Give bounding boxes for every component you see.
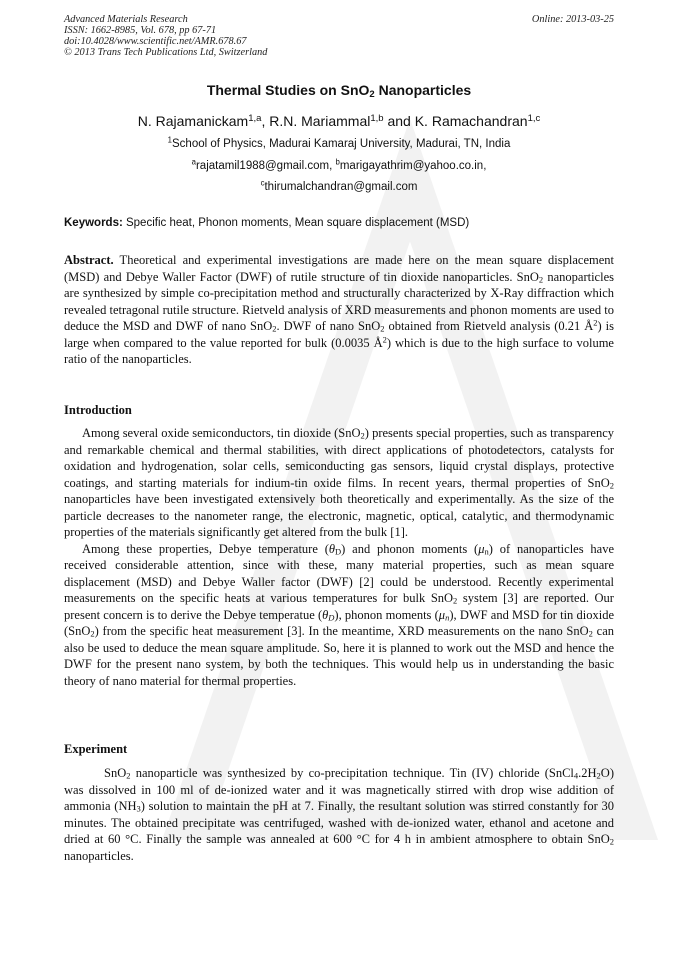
introduction-paragraph-2: Among these properties, Debye temperature $(\theta_D)$ and phonon moments $(\mu_n)$ of nanoparticles have received considerable attention, since with these, many material properties, such as mean square displacement (MSD) and Debye Waller factor (DWF) [2] could be understood. Recently experimental measurements on the specific heats at various temperatures for bulk SnO$_2$ system [3] are reported. Our present concern is to derive the Debye temperatue $(\theta_D)$, phonon moments $(\mu_n)$, DWF and MSD for tin dioxide (SnO$_2$) from the specific heat measurement [3]. In the meantime, XRD measurements on the nano SnO$_2$ can also be used to deduce the mean square amplitude. So, here it is planned to work out the MSD and hence the DWF for the present nano system, by both the techniques. This would help us in understanding the basic theory of nano material for thermal properties.: [64, 541, 615, 688]
author-email-c: $^c$thirumalchandran@gmail.com: [260, 178, 418, 193]
copyright-line: © 2013 Trans Tech Publications Ltd, Switzerland: [64, 47, 268, 58]
experiment-body: [64, 765, 614, 864]
author-list: N. Rajamanickam$^{1,a}$, R.N. Mariammal$^{1,b}$ and K. Ramachandran$^{1,c}$: [137, 112, 541, 129]
introduction-paragraph-1: Among several oxide semiconductors, tin dioxide (SnO$_2$) presents special properties, such as transparency and remarkable chemical and thermal stabilities, with direct applications of photodetectors, catalysts for oxidation and hydrogenation, solar cells, semiconducting gas sensors, liquid crystal displays, protective coatings, and starting materials for indium-tin oxide films. In recent years, thermal properties of SnO$_2$ nanoparticles have been investigated extensively both theoretically and experimentally. As the size of the particle decreases to the nanometer range, the electronic, magnetic, optical, catalytic, and thermodynamic properties of the materials significantly get altered from the bulk [1].: [64, 426, 614, 539]
online-date: Online: 2013-03-25: [531, 14, 614, 25]
experiment-heading: Experiment: [64, 742, 128, 756]
introduction-body: [64, 425, 614, 689]
abstract: Abstract. Theoretical and experimental investigations are made here on the mean square displacement (MSD) and Debye Waller Factor (DWF) of rutile structure of tin dioxide nanoparticles. SnO$_2$ nanoparticles are synthesized by simple co-precipitation method and structurally characterized by X-Ray diffraction which revealed tetragonal rutile structure. Rietveld analysis of XRD measurements and phonon moments are used to deduce the MSD and DWF of nano SnO$_2$. DWF of nano SnO$_2$ obtained from Rietveld analysis (0.21 $Å^2$) is large when compared to the value reported for bulk (0.0035 $Å^2$) which is due to the high surface to volume ratio of the nanoparticles.: [64, 253, 615, 366]
abstract-label: Abstract.: [64, 253, 114, 267]
introduction-heading: Introduction: [64, 403, 132, 417]
issn-line: ISSN: 1662-8985, Vol. 678, pp 67-71: [64, 25, 217, 36]
keywords-label: Keywords:: [64, 217, 123, 229]
experiment-paragraph: SnO$_2$ nanoparticle was synthesized by co-precipitation technique. Tin (IV) chloride $(SnCl_4.2H_2O)$ was dissolved in 100 ml of de-ionized water and it was magnetically stirred with drop wise addition of ammonia $(NH_3)$ solution to maintain the pH at 7. Finally, the resultant solution was stirred constantly for 30 minutes. The obtained precipitate was centrifuged, washed with de-ionized water, ethanol and acetone and dried at 60 °C. Finally the sample was annealed at 600 °C for 4 h in ambient atmosphere to obtain SnO$_2$ nanoparticles.: [64, 766, 614, 863]
doi-line: doi:10.4028/www.scientific.net/AMR.678.67: [64, 36, 247, 47]
publication-info: [64, 14, 267, 58]
keywords: Keywords: Specific heat, Phonon moments, Mean square displacement (MSD): [64, 217, 470, 229]
affiliation: $^1$School of Physics, Madurai Kamaraj University, Madurai, TN, India: [167, 135, 511, 150]
paper-title: Thermal Studies on SnO$_2$ Nanoparticles: [206, 82, 472, 100]
journal-name: Advanced Materials Research: [64, 14, 188, 25]
author-emails: $^a$rajatamil1988@gmail.com, $^b$marigayathrim@yahoo.co.in,: [191, 157, 487, 172]
